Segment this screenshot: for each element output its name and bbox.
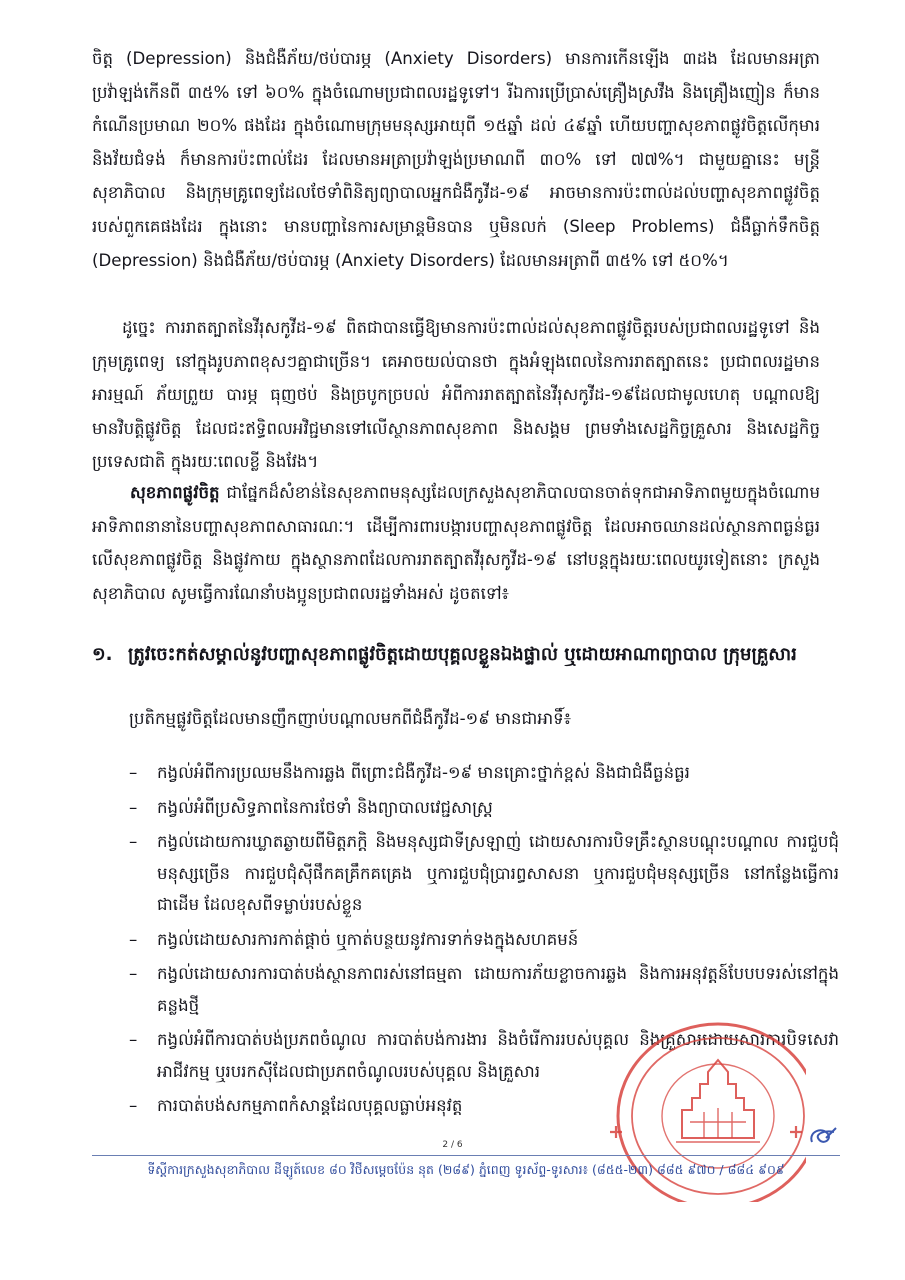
list-item: – កង្វល់អំពីការប្រឈមនឹងការឆ្លង ពីព្រោះជំងឺកូវីដ-១៩ មានគ្រោះថ្នាក់ខ្ពស់ និងជាជំងឺធ្ងន់ធ្ងរ bbox=[129, 757, 839, 789]
footer-divider bbox=[92, 1155, 840, 1156]
body-paragraph-3 bbox=[92, 476, 820, 610]
section-1-heading bbox=[92, 638, 830, 672]
bullet-dash: – bbox=[129, 1030, 138, 1049]
bullet-dash: – bbox=[129, 832, 138, 851]
paragraph-3-text: ជាផ្នែកដ៏សំខាន់នៃសុខភាពមនុស្សដែលក្រសួងសុខាភិបាលបានចាត់ទុកជាអាទិភាពមួយក្នុងចំណោមអាទិភាពនានានៃបញ្ហាសុខភាពសាធារណៈ។ ដើម្បីការពារបង្ការបញ្ហាសុខភាពផ្លូវចិត្ត ដែលអាចឈានដល់ស្ថានភាពធ្ងន់ធ្ងរ លើសុខភាពផ្លូវចិត្ត និងផ្លូវកាយ ក្នុងស្ថានភាពដែលការរាតត្បាតវីរុសកូវីដ-១៩ នៅបន្តក្នុងរយៈពេលយូរទៀតនោះ ក្រសួងសុខាភិបាល សូមធ្វើការណែនាំបងប្អូនប្រជាពលរដ្ឋទាំងអស់ ដូចតទៅ៖ bbox=[92, 483, 820, 603]
body-paragraph-2: ដូច្នេះ ការរាតត្បាតនៃវីរុសកូវីដ-១៩ ពិតជាបានធ្វើឱ្យមានការប៉ះពាល់ដល់សុខភាពផ្លូវចិត្តរបស់ប្រជាពលរដ្ឋទូទៅ និងក្រុមគ្រូពេទ្យ នៅក្នុងរូបភាពខុសៗគ្នាជាច្រើន។ គេអាចយល់បានថា ក្នុងអំឡុងពេលនៃការរាតត្បាតនេះ ប្រជាពលរដ្ឋមានអារម្មណ៍ ភ័យព្រួយ បារម្ភ ធុញថប់ និងច្របូកច្របល់ អំពីការរាតត្បាតនៃវីរុសកូវីដ-១៩ដែលជាមូលហេតុ បណ្ដាលឱ្យមានវិបត្តិផ្លូវចិត្ត ដែលជះឥទ្ធិពលអវិជ្ជមានទៅលើស្ថានភាពសុខភាព និងសង្គម ព្រមទាំងសេដ្ឋកិច្ចគ្រួសារ និងសេដ្ឋកិច្ចប្រទេសជាតិ ក្នុងរយៈពេលខ្លី និងវែង។ bbox=[92, 318, 820, 472]
list-item: – កង្វល់ដោយសារការបាត់បង់ស្ថានភាពរស់នៅធម្មតា ដោយការភ័យខ្លាចការឆ្លង និងការអនុវត្តន៍បែបបទរស់នៅក្នុងគន្លងថ្មី bbox=[129, 958, 839, 1021]
page-number: 2 / 6 bbox=[442, 1140, 463, 1150]
bullet-dash: – bbox=[129, 763, 138, 782]
bullet-dash: – bbox=[129, 929, 138, 949]
list-item: – កង្វល់អំពីប្រសិទ្ធភាពនៃការថែទាំ និងព្យាបាលវេជ្ជសាស្ត្រ bbox=[129, 792, 839, 824]
list-item: – កង្វល់ដោយសារការកាត់ផ្ដាច់ ឬកាត់បន្ថយនូវការទាក់ទងក្នុងសហគមន៍ bbox=[129, 924, 839, 956]
body-paragraph-1: ចិត្ត (Depression) និងជំងឺភ័យ/ថប់បារម្ភ (Anxiety Disorders) មានការកើនឡើង ៣ដង ដែលមានអត្រាប្រវ៉ាឡង់កើនពី ៣៥% ទៅ ៦០% ក្នុងចំណោមប្រជាពលរដ្ឋទូទៅ។ រីឯការប្រើប្រាស់គ្រឿងស្រវឹង និងគ្រឿងញៀន ក៏មានកំណើនប្រមាណ ២០% ផងដែរ ក្នុងចំណោមក្រុមមនុស្សអាយុពី ១៥ឆ្នាំ ដល់ ៤៩ឆ្នាំ ហើយបញ្ហាសុខភាពផ្លូវចិត្តលើកុមារ និងវ័យជំទង់ ក៏មានការប៉ះពាល់ដែរ ដែលមានអត្រាប្រវ៉ាឡង់ប្រមាណពី ៣០% ទៅ ៧៧%។ ជាមួយគ្នានេះ មន្ត្រីសុខាភិបាល និងក្រុមគ្រូពេទ្យដែលថែទាំពិនិត្យព្យាបាលអ្នកជំងឺកូវីដ-១៩ អាចមានការប៉ះពាល់ដល់បញ្ហាសុខភាពផ្លូវចិត្តរបស់ពួកគេផងដែរ ក្នុងនោះ មានបញ្ហានៃការសម្រាន្តមិនបាន ឬមិនលក់ (Sleep Problems) ជំងឺធ្លាក់ទឹកចិត្ត (Depression) និងជំងឺភ័យ/ថប់បារម្ភ (Anxiety Disorders) ដែលមានអត្រាពី ៣៥% ទៅ ៥០%។ bbox=[92, 49, 820, 270]
bullet-dash: – bbox=[129, 1096, 138, 1115]
section-intro: ប្រតិកម្មផ្លូវចិត្តដែលមានញឹកញាប់បណ្ដាលមកពីជំងឺកូវីដ-១៩ មានជាអាទិ៍៖ bbox=[129, 709, 571, 728]
bullet-dash: – bbox=[129, 964, 138, 983]
list-item: – ការបាត់បង់សកម្មភាពកំសាន្តដែលបុគ្គលធ្លាប់អនុវត្ត bbox=[129, 1090, 839, 1122]
bullet-dash: – bbox=[129, 797, 138, 817]
list-item: – កង្វល់អំពីការបាត់បង់ប្រភពចំណូល ការបាត់បង់ការងារ និងចំរើការរបស់បុគ្គល និងគ្រួសារដោយសារការបិទសេវាអាជីវកម្ម ឬរបរកស៊ីដែលជាប្រភពចំណូលរបស់បុគ្គល និងគ្រួសារ bbox=[129, 1024, 839, 1087]
footer-address: ទីស្តីការក្រសួងសុខាភិបាល ដីឡូត៍លេខ ៨០ វិថីសម្ដេចប៉ែន នុត (២៨៩) ភ្នំពេញ ទូរស័ព្ទ-ទូរសារ៖ (៨៥៥-២៣) ៨៨៥ ៩៧០ / ៨៨៤ ៩០៩ bbox=[147, 1162, 785, 1177]
paragraph-lead-term: សុខភាពផ្លូវចិត្ត bbox=[130, 483, 220, 502]
list-item: – កង្វល់ដោយការឃ្លាតឆ្ងាយពីមិត្តភក្តិ និងមនុស្សជាទីស្រឡាញ់ ដោយសារការបិទគ្រឹះស្ថានបណ្ដុះបណ្ដាល ការជួបជុំមនុស្សច្រើន ការជួបជុំស៊ីផឹកគគ្រឹកគគ្រេង ឬការជួបជុំប្រារព្ធសាសនា ឬការជួបជុំមនុស្សច្រើន នៅកន្លែងធ្វើការ ជាដើម ដែលខុសពីទម្លាប់របស់ខ្លួន bbox=[129, 826, 839, 921]
section-number: ១. bbox=[92, 644, 113, 665]
section-title: ត្រូវចេះកត់សម្គាល់នូវបញ្ហាសុខភាពផ្លូវចិត្តដោយបុគ្គលខ្លួនឯងផ្ទាល់ ឬដោយអាណាព្យាបាល ក្រុមគ្រួសារ bbox=[128, 644, 797, 665]
